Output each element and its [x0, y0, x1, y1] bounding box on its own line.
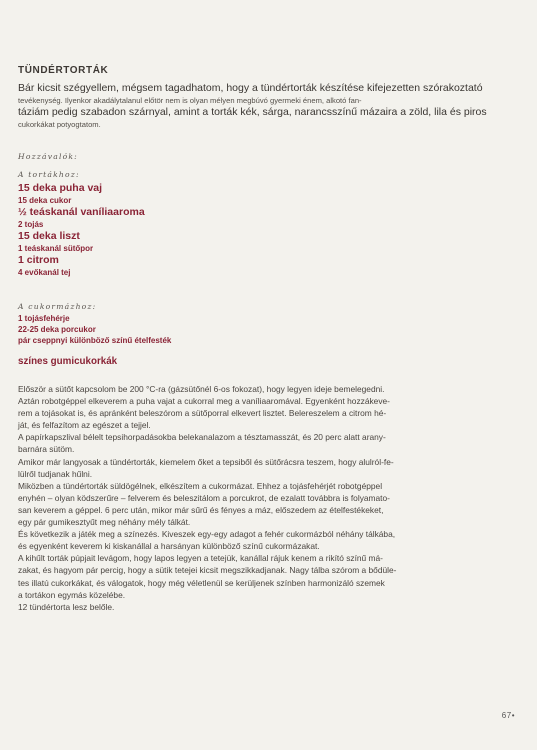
method-line: tes illatú cukorkákat, és válogatok, hogy még véletlenül se kerüljenek színben harmonizáló szemek	[18, 577, 385, 588]
method-line: és egyenként keverem ki kiskanállal a harsányan különböző színű cukormázakat.	[18, 541, 320, 552]
recipe-intro	[18, 82, 498, 130]
method-line: Aztán robotgéppel elkeverem a puha vajat a cukorral meg a vaníliaaromával. Egyenként hozzákeve-	[18, 396, 390, 407]
method-line: Amikor már langyosak a tündértorták, kiemelem őket a tepsiből és sütőrácsra teszem, hogy alulról-fe-	[18, 456, 394, 467]
intro-line: cukorkákat potyogtatom.	[18, 120, 101, 129]
method-line: egy pár gumikesztyűt meg néhány mély tálkát.	[18, 517, 191, 528]
recipe-title: TÜNDÉRTORTÁK	[18, 65, 109, 76]
glaze-ingredients-header: A cukormázhoz:	[18, 302, 97, 311]
method-line: san keverem a géppel. 6 perc után, mikor már sűrű és fényes a máz, előszedem az ételfestékeket,	[18, 504, 384, 515]
cookbook-page	[18, 0, 523, 750]
method-line: rem a tojásokat is, és apránként beleszórom a sütőporral elkevert lisztet. Belereszelem a citrom hé-	[18, 408, 387, 419]
glaze-ingredients-list	[18, 313, 418, 346]
method-line: Először a sütőt kapcsolom be 200 °C-ra (gázsütőnél 6-os fokozat), hogy legyen ideje bemelegedni.	[18, 384, 385, 394]
intro-line: Bár kicsit szégyellem, mégsem tagadhatom, hogy a tündértorták készítése kifejezetten szórakoztató	[18, 82, 483, 94]
recipe-method	[18, 383, 500, 613]
method-line: És következik a játék meg a színezés. Kiveszek egy-egy adagot a fehér cukormázból néhány tálkába,	[18, 529, 396, 540]
ingredient-item: 2 tojás	[18, 220, 44, 229]
method-line: Miközben a tündértorták süldögélnek, elkészítem a cukormázat. Ehhez a tojásfehérjét robotgéppel	[18, 480, 383, 491]
method-line: 12 tündértorta lesz belőle.	[18, 601, 115, 612]
method-line: A kihűlt torták púpjait levágom, hogy lapos legyen a tetejük, kanállal rájuk kenem a rikító színű má-	[18, 553, 383, 564]
method-line: zakat, és hagyom pár percig, hogy a sütik tetejei kicsit megszikkadjanak. Nagy tálba szórom a bődüle-	[18, 565, 397, 576]
ingredient-item: 15 deka cukor	[18, 196, 72, 205]
ingredient-item: ½ teáskanál vaníliaaroma	[18, 206, 145, 218]
ingredient-item: 22-25 deka porcukor	[18, 325, 96, 334]
gummy-candies-ingredient: színes gumicukorkák	[18, 356, 118, 367]
ingredient-item: 1 teáskanál sütőpor	[18, 244, 94, 253]
ingredient-item: 1 tojásfehérje	[18, 314, 70, 323]
method-line: A papírkapszlival bélelt tepsihorpadásokba belekanalazom a tésztamasszát, és 20 perc alatt arany-	[18, 432, 386, 443]
method-line: enyhén – olyan ködszerűre – felverem és beleszitálom a porcukrot, de ezalatt továbbra is folyamato-	[18, 492, 390, 503]
cake-ingredients-list	[18, 182, 418, 278]
cake-ingredients-header: A tortákhoz:	[18, 170, 80, 179]
ingredient-item: 15 deka puha vaj	[18, 182, 103, 194]
ingredient-item: 1 citrom	[18, 254, 59, 266]
page-number: 67•	[501, 711, 515, 720]
ingredient-item: 4 evőkanál tej	[18, 268, 71, 277]
method-line: lülről tudjanak hűlni.	[18, 468, 93, 479]
ingredient-item: pár cseppnyi különböző színű ételfesték	[18, 336, 172, 345]
ingredients-header: Hozzávalók:	[18, 152, 78, 161]
intro-line: tevékenység. Ilyenkor akadálytalanul előtör nem is olyan mélyen megbúvó gyermeki énem, alkotó fan-	[18, 96, 362, 105]
method-line: a tortákon egymás közelébe.	[18, 589, 126, 600]
method-line: ját, és felfazítom az egészet a tejjel.	[18, 420, 151, 431]
intro-line: táziám pedig szabadon szárnyal, amint a torták kék, sárga, narancsszínű mázaira a zöld, lila és piros	[18, 106, 487, 118]
method-line: barnára sütöm.	[18, 444, 75, 455]
ingredient-item: 15 deka liszt	[18, 230, 80, 242]
